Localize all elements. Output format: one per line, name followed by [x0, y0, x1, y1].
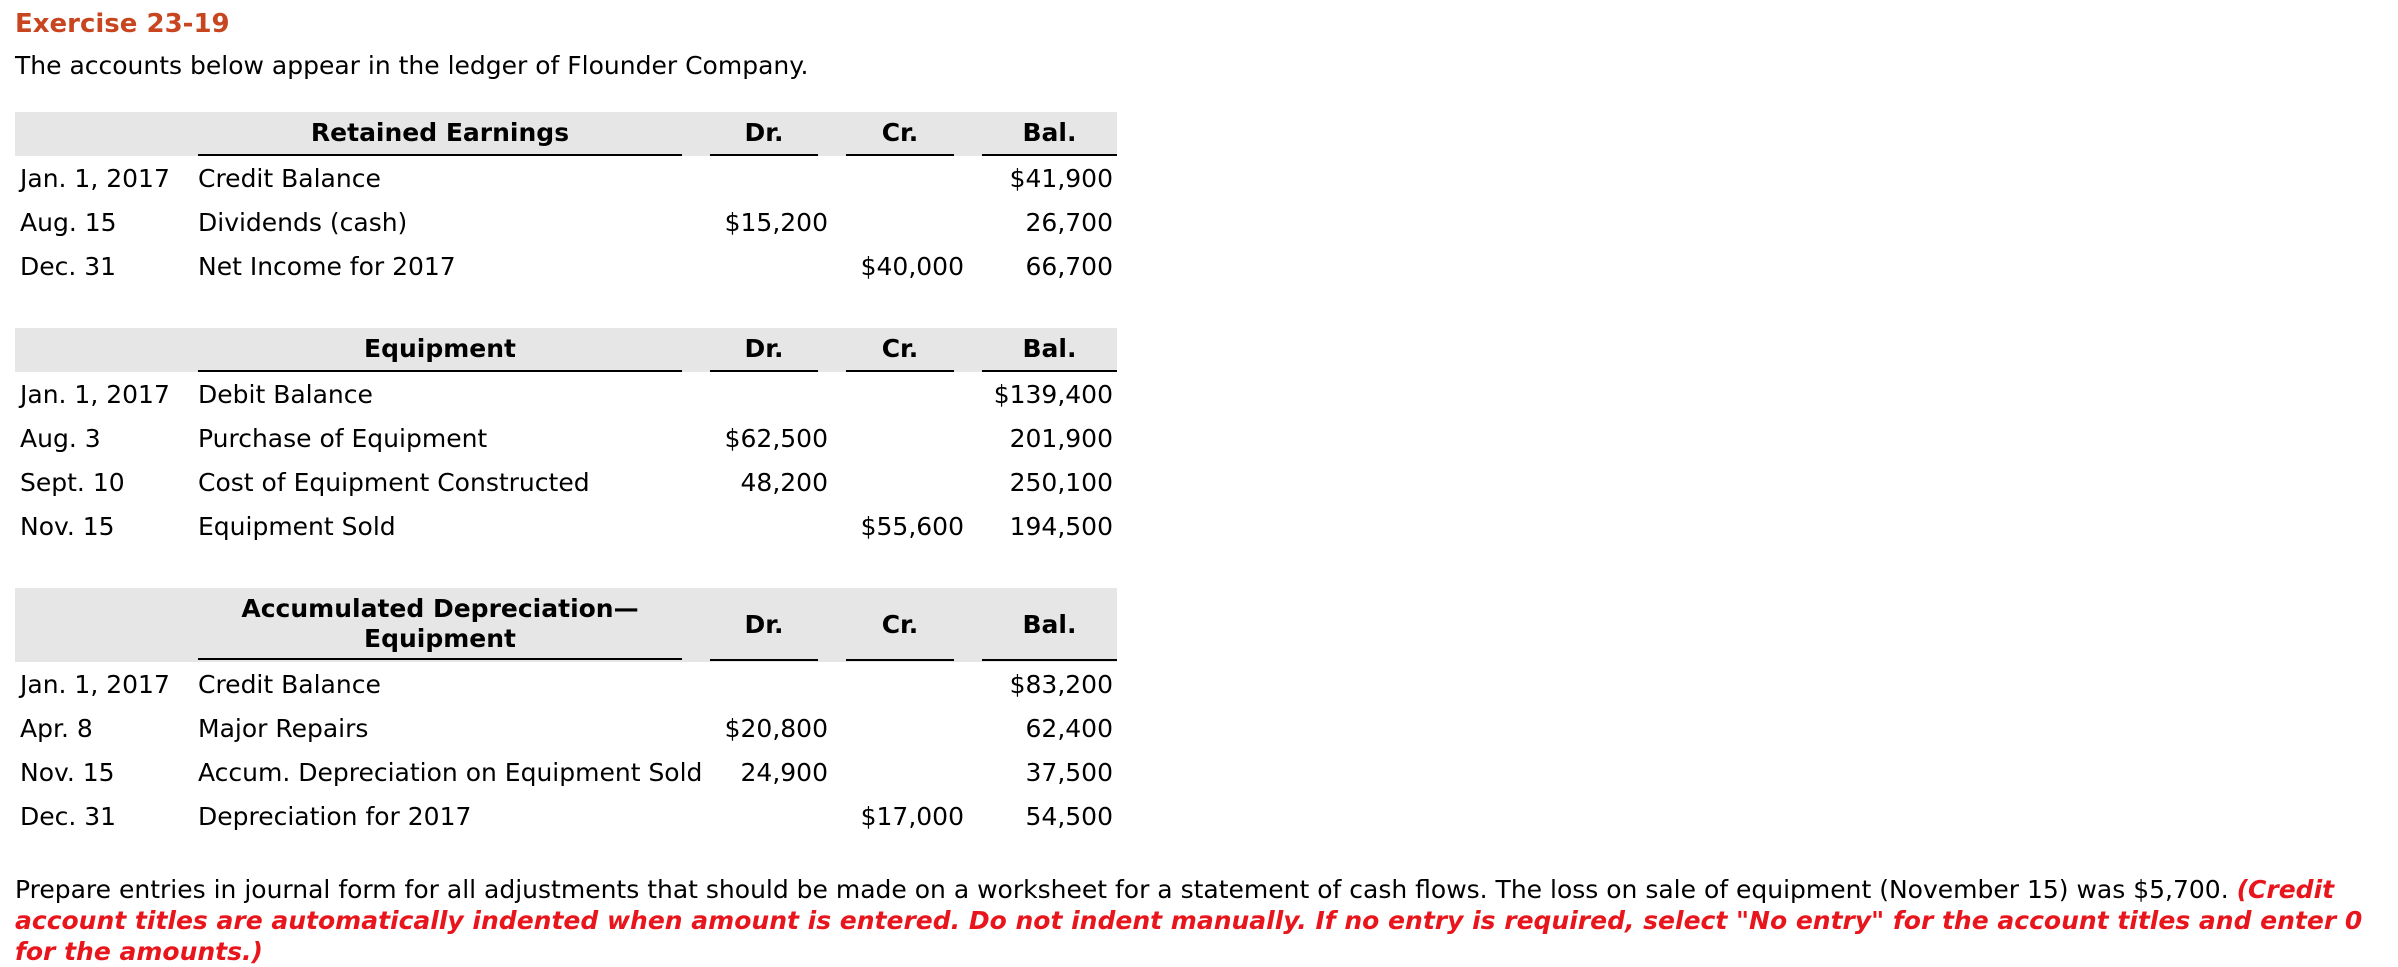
- row-dr: [696, 504, 832, 548]
- table-row: [15, 662, 1117, 706]
- account-name-header: [198, 588, 696, 662]
- row-description: Credit Balance: [198, 163, 381, 193]
- row-date: Dec. 31: [20, 801, 117, 831]
- row-cr: [832, 706, 968, 750]
- table-row: [15, 200, 1117, 244]
- row-cr: [832, 460, 968, 504]
- row-date: Sept. 10: [20, 467, 125, 497]
- row-date: Jan. 1, 2017: [20, 379, 170, 409]
- row-cr: [832, 156, 968, 200]
- row-description: Accum. Depreciation on Equipment Sold: [198, 757, 703, 787]
- dr-header: Dr.: [696, 112, 832, 156]
- table-row: [15, 504, 1117, 548]
- row-bal: 250,100: [1009, 467, 1113, 497]
- cr-header: Cr.: [832, 112, 968, 156]
- row-dr: [696, 372, 832, 416]
- row-bal: 62,400: [1025, 713, 1113, 743]
- account-name-header: Retained Earnings: [198, 112, 696, 156]
- row-description: Major Repairs: [198, 713, 369, 743]
- row-description: Equipment Sold: [198, 511, 396, 541]
- row-description: Net Income for 2017: [198, 251, 456, 281]
- row-bal: 26,700: [1025, 207, 1113, 237]
- row-date: Aug. 3: [20, 423, 101, 453]
- account-name-line1: Accumulated Depreciation—: [241, 594, 639, 623]
- row-date: Jan. 1, 2017: [20, 163, 170, 193]
- row-bal: 66,700: [1025, 251, 1113, 281]
- bal-header: Bal.: [968, 112, 1117, 156]
- row-bal: 201,900: [1009, 423, 1113, 453]
- dr-header: Dr.: [696, 328, 832, 372]
- intro-text: The accounts below appear in the ledger of Flounder Company.: [15, 51, 809, 80]
- exercise-page: [15, 8, 2385, 967]
- bal-header: Bal.: [968, 588, 1117, 662]
- row-bal: 37,500: [1025, 757, 1113, 787]
- row-bal: 194,500: [1009, 511, 1113, 541]
- table-row: [15, 750, 1117, 794]
- row-description: Cost of Equipment Constructed: [198, 467, 590, 497]
- ledger-header-row: [15, 588, 1117, 662]
- table-row: [15, 156, 1117, 200]
- row-date: Nov. 15: [20, 757, 115, 787]
- row-date: Apr. 8: [20, 713, 93, 743]
- row-dr: [696, 794, 832, 838]
- account-name-header: Equipment: [198, 328, 696, 372]
- ledger-header-row: [15, 328, 1117, 372]
- row-cr: $40,000: [860, 251, 964, 281]
- accumulated-depreciation-ledger: [15, 588, 1117, 838]
- instructions-main: Prepare entries in journal form for all adjustments that should be made on a worksheet for a statement of cash flows. The loss on sale of equipment (November 15) was $5,700.: [15, 875, 2237, 904]
- equipment-ledger: [15, 328, 1117, 548]
- row-description: Dividends (cash): [198, 207, 408, 237]
- row-cr: $55,600: [860, 511, 964, 541]
- row-cr: [832, 750, 968, 794]
- table-row: [15, 460, 1117, 504]
- ledger-header-row: [15, 112, 1117, 156]
- row-description: Depreciation for 2017: [198, 801, 472, 831]
- row-cr: $17,000: [860, 801, 964, 831]
- date-header: [15, 328, 198, 372]
- row-description: Purchase of Equipment: [198, 423, 488, 453]
- table-row: [15, 706, 1117, 750]
- account-name-line2: Equipment: [364, 624, 516, 653]
- table-row: [15, 794, 1117, 838]
- date-header: [15, 588, 198, 662]
- cr-header: Cr.: [832, 588, 968, 662]
- exercise-title: Exercise 23-19: [15, 9, 230, 39]
- retained-earnings-ledger: [15, 112, 1117, 288]
- cr-header: Cr.: [832, 328, 968, 372]
- date-header: [15, 112, 198, 156]
- row-description: Debit Balance: [198, 379, 373, 409]
- row-date: Aug. 15: [20, 207, 117, 237]
- row-cr: [832, 372, 968, 416]
- instructions-text: [15, 874, 2387, 967]
- table-row: [15, 416, 1117, 460]
- instructions-note: (Credit account titles are automatically indented when amount is entered. Do not indent manually. If no entry is required, select "No entry" for the account titles and enter 0 for the amounts.): [15, 875, 2363, 966]
- row-dr: $15,200: [724, 207, 828, 237]
- row-cr: [832, 200, 968, 244]
- row-date: Nov. 15: [20, 511, 115, 541]
- row-dr: $62,500: [724, 423, 828, 453]
- row-dr: $20,800: [724, 713, 828, 743]
- row-bal: 54,500: [1025, 801, 1113, 831]
- row-bal: $83,200: [1009, 669, 1113, 699]
- dr-header: Dr.: [696, 588, 832, 662]
- bal-header: Bal.: [968, 328, 1117, 372]
- row-bal: $139,400: [993, 379, 1113, 409]
- row-date: Jan. 1, 2017: [20, 669, 170, 699]
- row-dr: [696, 244, 832, 288]
- row-dr: 24,900: [740, 757, 828, 787]
- table-row: [15, 244, 1117, 288]
- row-date: Dec. 31: [20, 251, 117, 281]
- row-bal: $41,900: [1009, 163, 1113, 193]
- row-description: Credit Balance: [198, 669, 381, 699]
- row-dr: [696, 662, 832, 706]
- table-row: [15, 372, 1117, 416]
- row-dr: 48,200: [740, 467, 828, 497]
- row-cr: [832, 416, 968, 460]
- row-dr: [696, 156, 832, 200]
- row-cr: [832, 662, 968, 706]
